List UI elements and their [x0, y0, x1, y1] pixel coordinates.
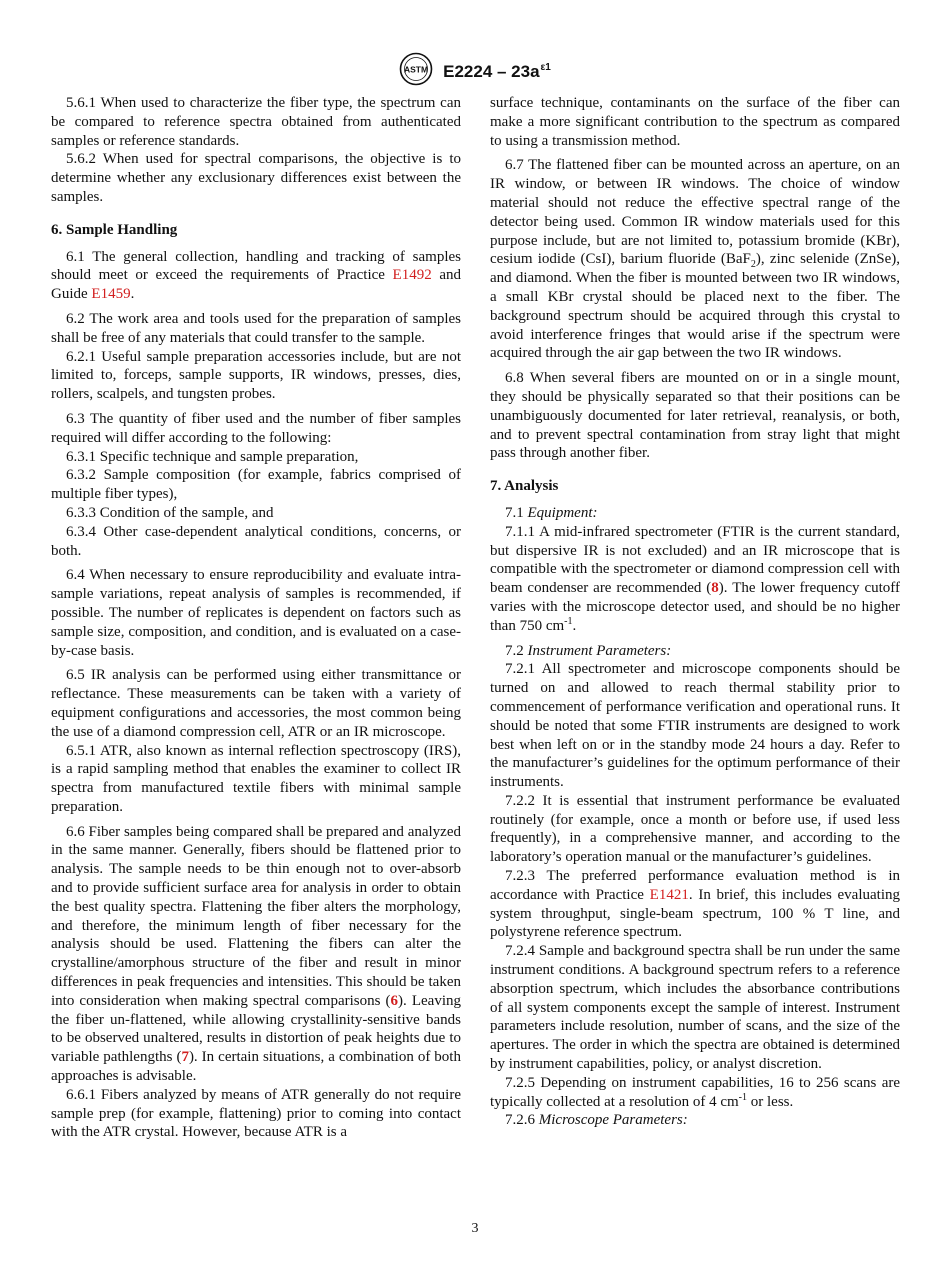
para-7-2-5: 7.2.5 Depending on instrument capabilities, 16 to 256 scans are typically collected at a resolution of 4 $cm^{-1}$ or less.: [490, 1074, 900, 1110]
para-7-2-4: 7.2.4 Sample and background spectra shall be run under the same instrument conditions. A background spectrum refers to a reference absorption spectrum, which includes the absorbance contributions of all system components except the sample of interest. Instrument parameters include resolution, number of scans, and the size of the apertures. The order in which the spectra are obtained is determined by instrument capabilities, policy, or analyst discretion.: [490, 943, 900, 1073]
para-5-6-2: 5.6.2 When used for spectral comparisons, the objective is to determine whether any exclusionary differences exist between the samples.: [51, 151, 461, 205]
para-6-8: 6.8 When several fibers are mounted on or in a single mount, they should be physically separated so that their positions can be unambiguously documented for later retrieval, reanalysis, or both, and to prevent spectral contamination from stray light that might pass through another fiber.: [490, 370, 900, 462]
para-6-5-1: 6.5.1 ATR, also known as internal reflection spectroscopy (IRS), is a rapid sampling method that enables the examiner to collect IR spectra from manufactured textile fibers with minimal sample preparation.: [51, 742, 461, 815]
page-header: [0, 52, 950, 91]
para-6-3-1: 6.3.1 Specific technique and sample preparation,: [66, 448, 359, 465]
para-6-3-4: 6.3.4 Other case-dependent analytical conditions, concerns, or both.: [51, 523, 461, 559]
left-column: [51, 94, 461, 1142]
para-7-1-1: 7.1.1 A mid-infrared spectrometer (FTIR is the current standard, but dispersive IR is not excluded) and an IR microscope that is compatible with the spectrometer or diamond compression cell with beam condenser are recommended (8). The lower frequency cutoff varies with the microscope detector used, and should be no higher than 750 $cm^{-1}$.: [490, 523, 900, 634]
svg-text:ASTM: ASTM: [404, 64, 429, 75]
section-7-heading: 7. Analysis: [490, 478, 559, 495]
section-6-heading: 6. Sample Handling: [51, 221, 178, 238]
ref-8-link[interactable]: 8: [711, 580, 719, 597]
superscript-minus-1-b: -1: [738, 1091, 748, 1103]
para-5-6-1: 5.6.1 When used to characterize the fiber type, the spectrum can be compared to reference spectra obtained from authenticated samples or reference standards.: [51, 95, 461, 149]
para-6-3-3: 6.3.3 Condition of the sample, and: [66, 504, 274, 521]
link-e1459[interactable]: E1459: [91, 286, 131, 303]
para-7-1: 7.1 Equipment:: [505, 504, 598, 521]
para-6-4: 6.4 When necessary to ensure reproducibility and evaluate intra-sample variations, repeat analysis of samples is recommended, if possible. The number of replicates is dependent on factors such as sample size, composition, and condition, and is evaluated on a case-by-case basis.: [51, 567, 461, 659]
subscript-2: 2: [750, 259, 756, 271]
edition-superscript: ε1: [540, 61, 551, 73]
para-6-6-1: 6.6.1 Fibers analyzed by means of ATR generally do not require sample prep (for example, flattening) prior to coming into contact with the ATR crystal. However, because ATR is a: [51, 1086, 461, 1141]
para-6-3: 6.3 The quantity of fiber used and the number of fiber samples required will differ according to the following:: [51, 410, 461, 446]
para-7-2: 7.2 Instrument Parameters:: [505, 642, 672, 659]
para-6-6-1-continued: surface technique, contaminants on the surface of the fiber can make a more significant contribution to the spectrum as compared to using a transmission method.: [490, 95, 900, 149]
para-6-2-1: 6.2.1 Useful sample preparation accessories include, but are not limited to, forceps, sample supports, IR windows, presses, dies, rollers, scalpels, and tungsten probes.: [51, 348, 461, 403]
standard-designation: $E2224 - 23a^{\varepsilon 1}$: [443, 61, 551, 81]
para-6-2: 6.2 The work area and tools used for the preparation of samples shall be free of any materials that could transfer to the sample.: [51, 310, 461, 346]
ref-7-link[interactable]: 7: [181, 1049, 189, 1066]
superscript-minus-1: -1: [564, 615, 573, 627]
ref-6-link[interactable]: 6: [390, 992, 399, 1009]
para-6-1: 6.1 The general collection, handling and tracking of samples should meet or exceed the requirements of Practice E1492 and Guide E1459.: [51, 248, 461, 303]
link-e1492[interactable]: E1492: [392, 267, 432, 284]
para-6-7: 6.7 The flattened fiber can be mounted across an aperture, on an IR window, or between IR windows. The choice of window material should not reduce the effective spectral range of the detector being used. Common IR window materials used for this purpose include, but are not limited to, potassium bromide (KBr), cesium iodide (CsI), barium fluoride (BaF$_2$), zinc selenide (ZnSe), and diamond. When the fiber is mounted between two IR windows, a small KBr crystal should be placed next to the fiber. The background spectrum should be acquired through this crystal to avoid interference fringes that would arise if the spectrum were acquired through the air gap between the two IR windows.: [490, 157, 901, 362]
right-column: [490, 94, 900, 1130]
para-6-3-2: 6.3.2 Sample composition (for example, fabrics comprised of multiple fiber types),: [51, 467, 461, 503]
link-e1421[interactable]: E1421: [649, 886, 689, 903]
para-6-5: 6.5 IR analysis can be performed using either transmittance or reflectance. These measurements can be taken with a variety of equipment configurations and accessories, the most common being the use of a diamond compression cell, ATR or an IR microscope.: [51, 667, 461, 740]
page-number: 3: [471, 1221, 479, 1236]
para-7-2-1: 7.2.1 All spectrometer and microscope components should be turned on and allowed to reach thermal stability prior to commencement of performance verification and operational runs. It should be noted that some FTIR instruments are designed to work best when left on or in the standby mode 24 hours a day. Refer to the manufacturer’s guidelines for the optimum performance of their instruments.: [490, 661, 900, 791]
para-7-2-6: 7.2.6 Microscope Parameters:: [505, 1112, 688, 1129]
para-6-6: 6.6 Fiber samples being compared shall be prepared and analyzed in the same manner. Generally, fibers should be flattened prior to analysis. The sample needs to be thin enough not to over-absorb and to provide sufficient surface area for analysis in order to obtain the best quality spectra. Flattening the fiber alters the morphology, and therefore, the minimum length of fiber necessary for the analysis should be used. Flattening the fibers can alter the crystalline/amorphous structure of the fiber and result in minor differences in peak frequencies and intensities. This should be taken into consideration when making spectral comparisons (6). Leaving the fiber un-flattened, while allowing crystallinity-sensitive bands to be observed unaltered, results in distortion of peak heights due to variable pathlengths (7). In certain situations, a combination of both approaches is advisable.: [51, 823, 461, 1085]
para-7-2-3: 7.2.3 The preferred performance evaluation method is in accordance with Practice E1421. In brief, this includes evaluating system throughput, single-beam spectrum, 100 % T line, and polystyrene reference spectrum.: [490, 868, 900, 941]
para-7-2-2: 7.2.2 It is essential that instrument performance be evaluated routinely (for example, once a month or before use, if used less frequently), in a comprehensive manner, and according to the laboratory’s operation manual or the manufacturer’s guidelines.: [490, 792, 900, 866]
astm-logo: [399, 52, 433, 91]
